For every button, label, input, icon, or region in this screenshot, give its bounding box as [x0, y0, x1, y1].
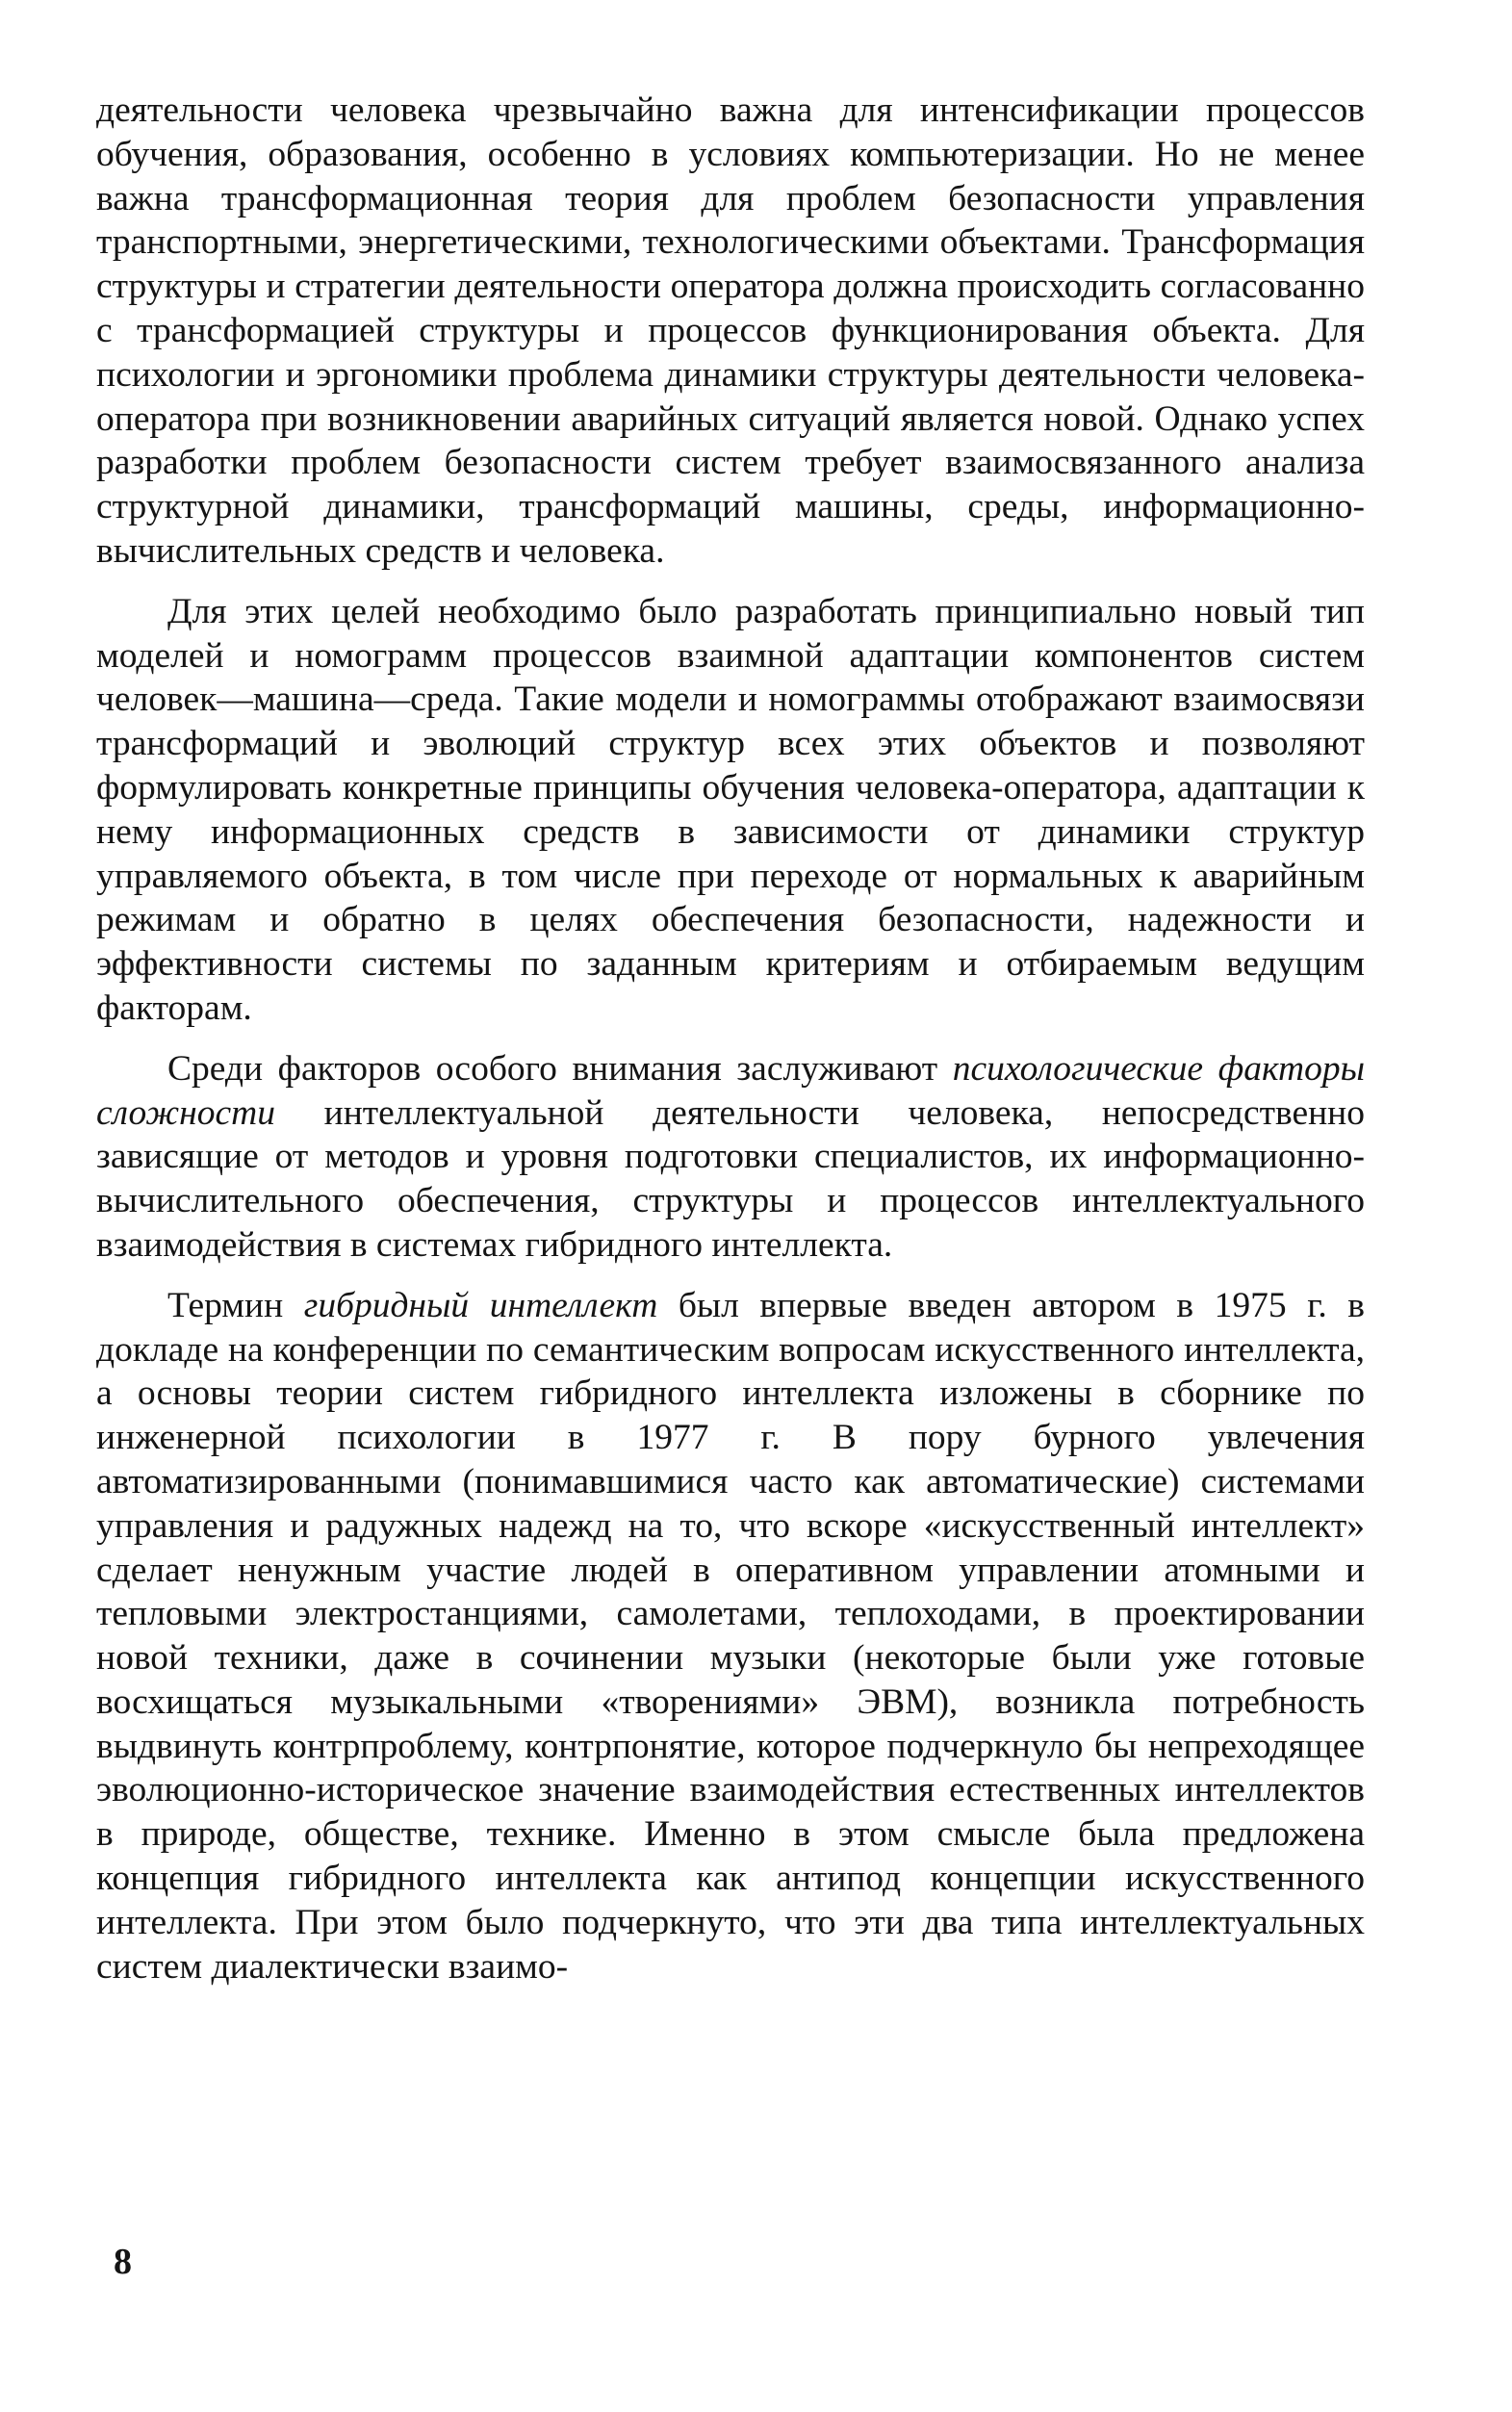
- paragraph-4-text-a: Термин: [167, 1285, 304, 1325]
- paragraph-3: [96, 1047, 1365, 1268]
- page-number: 8: [114, 2242, 132, 2282]
- paragraph-4-text-b: был впервые введен автором в 1975 г. в докладе на конференции по семантическим вопросам искусственного интеллекта, а основы теории систем гибридного интеллекта изложены в сборнике по инженерной психологии в 1977 г. В пору бурного увлечения автоматизированными (понимавшимися часто как автоматические) системами управления и радужных надежд на то, что вскоре «искусственный интеллект» сделает ненужным участие людей в оперативном управлении атомными и тепловыми электростанциями, самолетами, теплоходами, в проектировании новой техники, даже в сочинении музыки (некоторые были уже готовые восхищаться музыкальными «творениями» ЭВМ), возникла потребность выдвинуть контрпроблему, контрпонятие, которое подчеркнуло бы непреходящее эволюционно-историческое значение взаимодействия естественных интеллектов в природе, обществе, технике. Именно в этом смысле была предложена концепция гибридного интеллекта как антипод концепции искусственного интеллекта. При этом было подчеркнуто, что эти два типа интеллектуальных систем диалектически взаимо-: [96, 1285, 1365, 1987]
- paragraph-4: [96, 1284, 1365, 1989]
- paragraph-2: [96, 590, 1365, 1031]
- paragraph-1: [96, 89, 1365, 574]
- paragraph-3-text-a: Среди факторов особого внимания заслуживают: [167, 1048, 953, 1089]
- page-body: [96, 89, 1365, 1989]
- paragraph-3-text-b: интеллектуальной деятельности человека, непосредственно зависящие от методов и уровня подготовки специалистов, их информационно-вычислительного обеспечения, структуры и процессов интеллектуального взаимодействия в системах гибридного интеллекта.: [96, 1092, 1365, 1265]
- paragraph-1-text: деятельности человека чрезвычайно важна для интенсификации процессов обучения, образования, особенно в условиях компьютеризации. Но не менее важна трансформационная теория для проблем безопасности управления транспортными, энергетическими, технологическими объектами. Трансформация структуры и стратегии деятельности оператора должна происходить согласованно с трансформацией структуры и процессов функционирования объекта. Для психологии и эргономики проблема динамики структуры деятельности человека-оператора при возникновении аварийных ситуаций является новой. Однако успех разработки проблем безопасности систем требует взаимосвязанного анализа структурной динамики, трансформаций машины, среды, информационно-вычислительных средств и человека.: [96, 90, 1365, 571]
- paragraph-4-italic-term: гибридный интеллект: [303, 1285, 658, 1325]
- paragraph-3-italic-term: психологические факторы сложности: [96, 1048, 1365, 1133]
- paragraph-2-text: Для этих целей необходимо было разработать принципиально новый тип моделей и номограмм процессов взаимной адаптации компонентов систем человек—машина—среда. Такие модели и номограммы отображают взаимосвязи трансформаций и эволюций структур всех этих объектов и позволяют формулировать конкретные принципы обучения человека-оператора, адаптации к нему информационных средств в зависимости от динамики структур управляемого объекта, в том числе при переходе от нормальных к аварийным режимам и обратно в целях обеспечения безопасности, надежности и эффективности системы по заданным критериям и отбираемым ведущим факторам.: [96, 591, 1365, 1028]
